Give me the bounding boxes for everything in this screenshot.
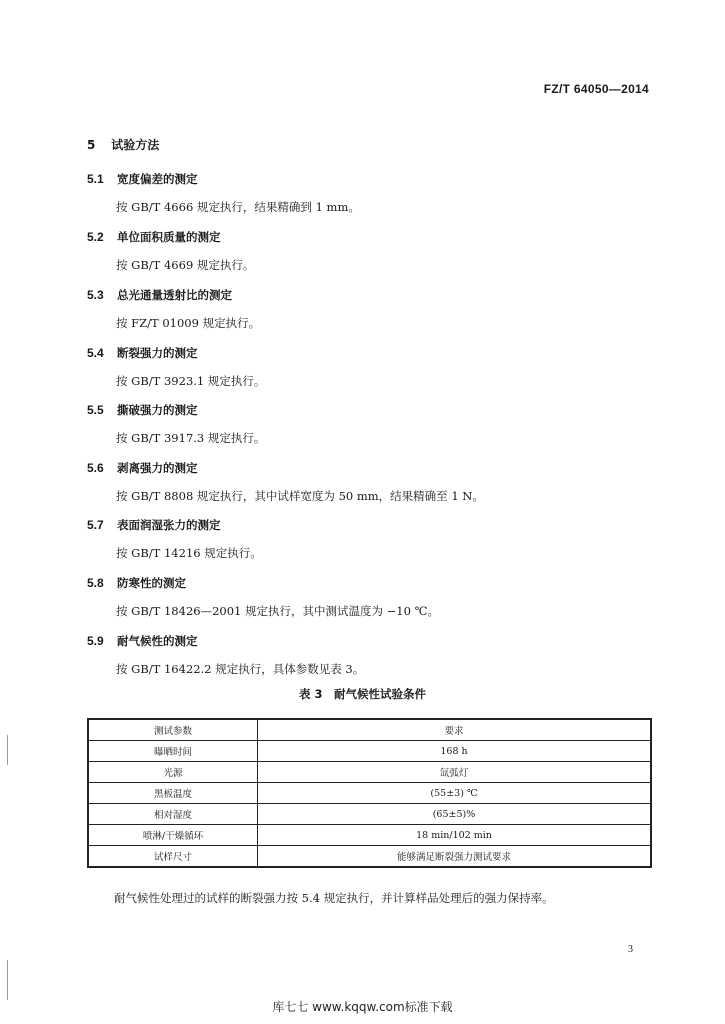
table-cell: 18 min/102 min — [258, 825, 652, 846]
clause-title: 剥离强力的测定 — [117, 461, 198, 475]
table-header-row — [88, 719, 651, 741]
clause-number: 5.1 — [87, 172, 104, 186]
section-title: 试验方法 — [111, 138, 160, 152]
clause-number: 5.5 — [87, 403, 104, 417]
clause-title: 总光通量透射比的测定 — [117, 288, 232, 302]
clause-body: 按 FZ/T 01009 规定执行。 — [116, 316, 261, 330]
table-cell: 氙弧灯 — [258, 762, 652, 783]
clause-body: 按 GB/T 8808 规定执行，其中试样宽度为 50 mm，结果精确至 1 N。 — [116, 489, 484, 503]
clause-body: 按 GB/T 3923.1 规定执行。 — [116, 374, 266, 388]
clause-heading — [87, 171, 198, 187]
clause-title: 撕破强力的测定 — [117, 403, 198, 417]
clause-body: 按 GB/T 16422.2 规定执行，具体参数见表 3。 — [116, 662, 365, 676]
clause-heading — [87, 345, 198, 361]
clause-body: 按 GB/T 14216 规定执行。 — [116, 546, 262, 560]
clause-title: 断裂强力的测定 — [117, 346, 198, 360]
clause-body: 按 GB/T 4669 规定执行。 — [116, 258, 255, 272]
table-cell: 黑板温度 — [88, 783, 258, 804]
table-cell: 168 h — [258, 741, 652, 762]
after-table-paragraph: 耐气候性处理过的试样的断裂强力按 5.4 规定执行，并计算样品处理后的强力保持率。 — [114, 891, 554, 905]
clause-number: 5.6 — [87, 461, 104, 475]
table-cell: 能够满足断裂强力测试要求 — [258, 846, 652, 868]
scan-margin-mark — [7, 735, 8, 765]
clause-title: 耐气候性的测定 — [117, 634, 198, 648]
download-watermark: 库七七 www.kqqw.com标准下载 — [272, 1000, 453, 1014]
clause-heading — [87, 633, 198, 649]
table-row — [88, 825, 651, 846]
table-cell: 喷淋/干燥循环 — [88, 825, 258, 846]
clause-heading — [87, 575, 186, 591]
weathering-conditions-table — [87, 718, 652, 868]
clause-number: 5.9 — [87, 634, 104, 648]
clause-heading — [87, 287, 232, 303]
clause-title: 防寒性的测定 — [117, 576, 186, 590]
table-row — [88, 783, 651, 804]
section-number: 5 — [87, 138, 96, 152]
table-cell: (65±5)% — [258, 804, 652, 825]
clause-heading — [87, 229, 221, 245]
table-row — [88, 741, 651, 762]
table-row — [88, 804, 651, 825]
clause-number: 5.2 — [87, 230, 104, 244]
scan-margin-mark — [7, 960, 8, 1000]
clause-title: 宽度偏差的测定 — [117, 172, 198, 186]
table-caption: 表 3 耐气候性试验条件 — [298, 687, 426, 701]
clause-heading — [87, 402, 198, 418]
table-header-cell: 要求 — [258, 719, 652, 741]
page-number: 3 — [628, 944, 633, 955]
table-header-cell: 测试参数 — [88, 719, 258, 741]
clause-body: 按 GB/T 18426—2001 规定执行，其中测试温度为 −10 ℃。 — [116, 604, 439, 618]
clause-title: 单位面积质量的测定 — [117, 230, 221, 244]
table-cell: 光源 — [88, 762, 258, 783]
clause-heading — [87, 517, 221, 533]
clause-number: 5.4 — [87, 346, 104, 360]
table-cell: 相对湿度 — [88, 804, 258, 825]
table-cell: 曝晒时间 — [88, 741, 258, 762]
clause-number: 5.8 — [87, 576, 104, 590]
table-row — [88, 846, 651, 868]
clause-heading — [87, 460, 198, 476]
table-cell: 试样尺寸 — [88, 846, 258, 868]
clause-body: 按 GB/T 3917.3 规定执行。 — [116, 431, 266, 445]
clause-number: 5.7 — [87, 518, 104, 532]
table-cell: (55±3) ℃ — [258, 783, 652, 804]
section-heading — [87, 136, 159, 153]
clause-number: 5.3 — [87, 288, 104, 302]
table-row — [88, 762, 651, 783]
standard-code: FZ/T 64050—2014 — [543, 82, 649, 96]
clause-title: 表面润湿张力的测定 — [117, 518, 221, 532]
clause-body: 按 GB/T 4666 规定执行，结果精确到 1 mm。 — [116, 200, 360, 214]
